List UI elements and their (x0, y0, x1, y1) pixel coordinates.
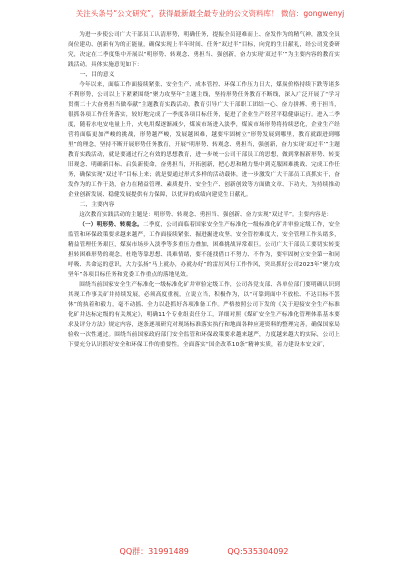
item1-title: （一）明形势、转观念。 (79, 222, 143, 228)
item1-paragraph (68, 220, 340, 280)
item1-text: 二季度，公司面临着国家安全生产标准化一级标准化矿井审验定级工作，安全监管和环保政策要求越来越严，工作面接续紧张、掘进掘进攻坚、安全管控难度大，安全管理工作头绪多，精益管理任务艰巨，煤炭市场步入淡季等多重压力叠加，困难挑战异常艰巨。公司广大干部员工要切实转变担转困难形势的观念，杜绝等靠思想、畏难情绪，要不能找借口不努力、不作为，要牢固树立安全第一和同呼吸、共命运的意识，大力弘扬“马上就办，办就办好”的雷厉风行工作作风，突出抓好公司2023年“聚力攻坚年”各项目标任务和党委工作重点的落地见效。 (68, 222, 340, 278)
qq-label: QQ:535304092 (227, 547, 289, 556)
qq-group-label: QQ群：31991489 (119, 547, 189, 556)
section1-paragraph: 今年以来，面临工作面接续紧张、安全生产、成本管控、环保工作压力日大，煤炭价格持续下跌等诸多不利形势，公司以上下紧紧围绕“聚力攻坚年”主题主线，坚持形势任务教育不断线，深入广泛开展了“学习贯彻二十大奋勇担当做奉献”主题教育实践活动，教育引导广大干部职工团结一心、奋力拼搏、勇于担当，很抓各项工作任务落实，较好地完成了一季度各项目标任务，促进了企业生产经营平稳健康运行。进入二季度，随着水电安电量上升，火电用煤逐渐减少，煤炭市场进入淡季，煤炭市场形势将持续恶化，企业生产经营将面临更加严峻的挑战，形势越严峻，发展越困难，越要牢固树立“形势发展到哪里，教育就跟进到哪里”的理念，坚持不断开展形势任务教育，开展“明形势、转观念、勇担当，强创新，奋力实现‘双过半’”主题教育实践活动，就是要通过行之有效的思想教育，进一步统一公司干部员工的思想，做到掌握新形势、转变旧观念、明确新目标、启负新使命，奋勇担当，开拓创新，把心思和精力集中到克服困难挑战、完成工作任务，确保实现“双过半”目标上来；就是要通过形式多样的活动载体，进一步激发广大干部员工真抓实干，奋发作为的工作干劲，奋力在精益管理、素质提升、安全生产、创新创效等方面做文章、下功夫，为持续推动企业创新发展、稳健发展提供有力保障，以优异的成绩向建党生日献礼。 (68, 82, 340, 198)
intro-paragraph: 为进一步使公司广大干部员工认清形势，明确任务，提振全员迎难而上、奋发作为的精气神，激发全员岗位建功、创新有为的正能量，确保实现上半年时间、任务“双过半”目标，向党的生日献礼，经公司党委研究，决定在二季度集中开展以“明形势、转观念、勇担当、强创新，奋力实现‘双过半’”为主要内容的教育实践活动。具体实施意见如下： (68, 32, 340, 68)
document-body (68, 30, 340, 350)
section2-lead: 这次教育实践活动的主题是：明形势、转观念、勇担当、强创新、奋力实现“双过半”。主要内容是： (79, 212, 333, 218)
header-banner: 关注头条号“公文研究”，获得最新最全最专业的公文资料库！ 微信：gongwenyj (75, 9, 345, 18)
section2-paragraph3: 围绕当前国家安全生产标准化一级标准化矿井审验定级工作，公司各党支部、各单位部门要明确认识到其现工作事关矿井持续发展，必须高度重视，立说立当，积极作为，以“可靠到面中不放松、不达目标不罢休”的执着和毅力，毫不动摇、全力以赴抓好各项准备工作。严格按照公司下发的《关于迎接安全生产标准化矿井达标定级的有关规定》，明确11个专业组责任分工，详细对照《煤矿安全生产标准化管理体系基本要求及评分方法》规定内容，逐条逐项研究对现场标准落实执行和地面各种应迎资料的整理完善，确保国家局验收一次性通过。围绕当前国家政府部门安全监管和环保政策要求越来越严，力度越来越大的实际，公司上下要充分认识抓好安全和环保工作的重要性。全面落实“国企改革10条”精神实质，着力建设本安文矿， (68, 282, 340, 348)
footer-contact (0, 546, 408, 558)
section1-heading: 一、目的意义 (79, 72, 115, 78)
section2-heading: 二、主要内容 (79, 202, 115, 208)
